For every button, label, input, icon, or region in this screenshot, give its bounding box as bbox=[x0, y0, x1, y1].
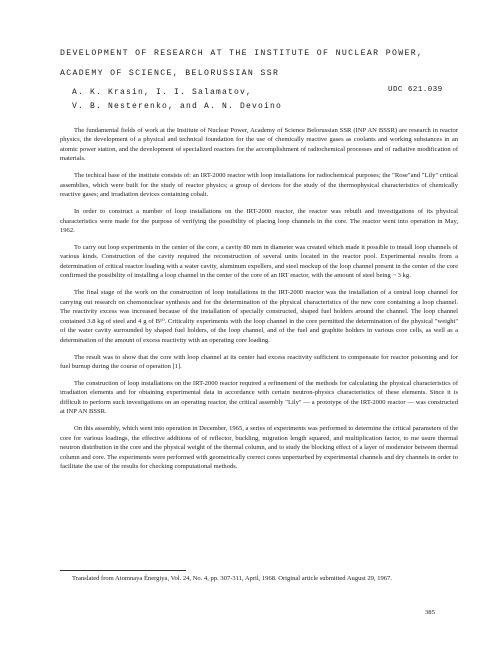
footnote bbox=[60, 574, 458, 584]
author-line: V. B. Nesterenko, and A. N. Devoino bbox=[72, 102, 283, 111]
udc-code: UDC 621.039 bbox=[388, 86, 443, 94]
body-paragraph: In order to construct a number of loop installations on the IRT-2000 reactor, the reactor was rebuilt and investigations of its physical characteristics were made for the purpose of verifying the possibility of placing loop channels in the core. The reactor went into operation in May, 1962. bbox=[60, 208, 458, 235]
body-paragraph: The fundamental fields of work at the Institute of Nuclear Power, Academy of Science Belorussian SSR (INP AN BSSR) are research in reactor physics, the development of a physical and technical foundation for the use of chemically reactive gases as coolants and working substances in an atomic power station, and the development of specialized reactors for the accomplishment of radiochemical processes and of radiative modification of materials. bbox=[60, 127, 458, 163]
title-line: ACADEMY OF SCIENCE, BELORUSSIAN SSR bbox=[60, 69, 280, 78]
author-list bbox=[72, 86, 352, 114]
body-paragraph: To carry out loop experiments in the center of the core, a cavity 80 mm in diameter was created which made it possible to install loop channels of various kinds. Construction of the cavity required the reconstruction of several units located in the reactor pool. Experimental results from a determination of critical reactor loading with a water cavity, aluminum expellers, and steel mockup of the loop channel present in the center of the core confirmed the possibility of installing a loop channel in the center of the core of an IRT reactor, with the amount of steel being ~ 3 kg. bbox=[60, 244, 458, 280]
body-paragraph: The result was to show that the core with loop channel at its center had excess reactivity sufficient to compensate for reactor poisoning and for fuel burnup during the course of operation [1]. bbox=[60, 353, 458, 371]
footnote-text: Translated from Atomnaya Énergiya, Vol. 24, No. 4, pp. 307-311, April, 1968. Original article submitted August 29, 1967. bbox=[72, 575, 392, 582]
footnote-divider bbox=[60, 570, 186, 571]
article-body bbox=[60, 126, 458, 479]
title-line: DEVELOPMENT OF RESEARCH AT THE INSTITUTE OF NUCLEAR POWER, bbox=[60, 49, 424, 58]
body-paragraph: The final stage of the work on the construction of loop installations in the IRT-2000 reactor was the installation of a central loop channel for carrying out research on chemonuclear synthesis and for the determination of the physical characteristics of the new core containing a loop channel. The reactivity excess was increased because of the installation of specially constructed, shaped fuel holders around the channel. The loop channel contained 3.8 kg of steel and 4 g of B¹⁰. Criticality experiments with the loop channel in the core permitted the determination of the physical "weight" of the water cavity surrounded by shaped fuel holders, of the loop channel, and of the fuel and graphite holders in various core cells, as well as a determination of the amount of excess reactivity with an operating core loading. bbox=[60, 289, 458, 344]
body-paragraph: The techical base of the institute consists of: an IRT-2000 reactor with loop installations for radiochemical purposes; the "Rose"and "Lily" critical assemblies, which were built for the study of reactor physics; a group of devices for the study of the thermophysical characteristics of chemically reactive gases; and irradiation devices containing cobalt. bbox=[60, 172, 458, 199]
page-number: 385 bbox=[425, 609, 435, 616]
body-paragraph: On this assembly, which went into operation in December, 1965, a series of experiments was performed to determine the critical parameters of the core for various loadings, the effective additions of of reflector, buckling, migration length squared, and multiplication factor, to me usure thermal neutron distribution in the core and the physical weight of the thermal column, and to study the blocking effect of a layer of moderator between thermal column and core. The experiments were performed with geometrically correct cores unperturbed by experimental channels and dry channels in order to facilitate the use of the results for checking computational methods. bbox=[60, 425, 458, 471]
article-title bbox=[60, 44, 460, 84]
author-line: A. K. Krasin, I. I. Salamatov, bbox=[72, 88, 253, 97]
body-paragraph: The construction of loop installations on the IRT-2000 reactor required a refinement of the methods for calculating the physical characteristics of irradiation elements and for obtaining experimental data in accordance with certain neutron-physics characteristics of these elements. Since it is difficult to perform such investigations on an operating reactor, the critical assembly "Lily" — a prototype of the IRT-2000 reactor — was constructed at INP AN BSSR. bbox=[60, 379, 458, 416]
